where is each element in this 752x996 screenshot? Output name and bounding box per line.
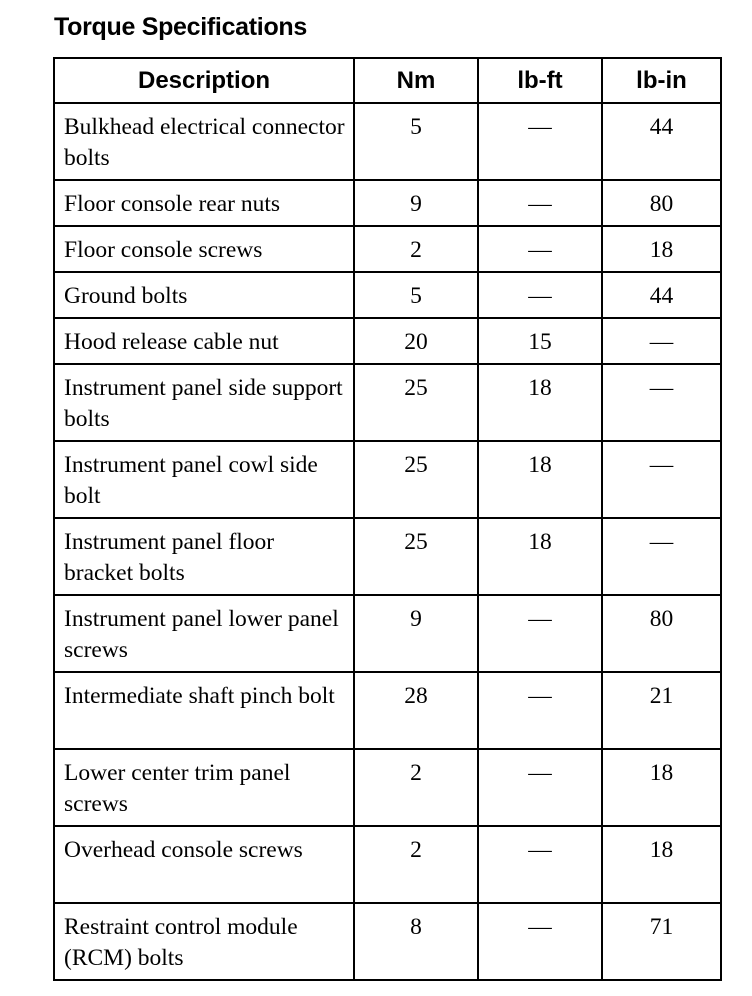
- table-row: [54, 441, 721, 518]
- nm-cell: 20: [354, 318, 478, 364]
- lb-in-cell: —: [602, 441, 721, 518]
- lb-ft-cell: —: [478, 226, 602, 272]
- table-row: [54, 672, 721, 749]
- column-header-description: Description: [54, 58, 354, 103]
- page-title: Torque Specifications: [54, 13, 308, 41]
- lb-in-cell: —: [602, 318, 721, 364]
- description-cell: Instrument panel floor bracket bolts: [54, 518, 354, 595]
- table-header-row: [54, 58, 721, 103]
- table-row: [54, 103, 721, 180]
- lb-in-cell: 80: [602, 180, 721, 226]
- lb-ft-cell: —: [478, 749, 602, 826]
- table-row: [54, 749, 721, 826]
- lb-ft-cell: —: [478, 903, 602, 980]
- lb-in-cell: 80: [602, 595, 721, 672]
- nm-cell: 5: [354, 103, 478, 180]
- description-cell: Instrument panel side support bolts: [54, 364, 354, 441]
- table-row: [54, 364, 721, 441]
- nm-cell: 9: [354, 595, 478, 672]
- table-row: [54, 318, 721, 364]
- description-cell: Floor console rear nuts: [54, 180, 354, 226]
- table-row: [54, 518, 721, 595]
- table-row: [54, 903, 721, 980]
- table-row: [54, 180, 721, 226]
- lb-ft-cell: 15: [478, 318, 602, 364]
- nm-cell: 2: [354, 826, 478, 903]
- table-row: [54, 272, 721, 318]
- description-cell: Floor console screws: [54, 226, 354, 272]
- nm-cell: 25: [354, 518, 478, 595]
- lb-ft-cell: —: [478, 180, 602, 226]
- torque-specifications-table: [53, 57, 722, 981]
- column-header-lb-in: lb-in: [602, 58, 721, 103]
- column-header-nm: Nm: [354, 58, 478, 103]
- description-cell: Instrument panel lower panel screws: [54, 595, 354, 672]
- table-row: [54, 595, 721, 672]
- description-cell: Instrument panel cowl side bolt: [54, 441, 354, 518]
- lb-in-cell: 18: [602, 226, 721, 272]
- nm-cell: 25: [354, 364, 478, 441]
- lb-ft-cell: —: [478, 272, 602, 318]
- lb-in-cell: 71: [602, 903, 721, 980]
- description-cell: Intermediate shaft pinch bolt: [54, 672, 354, 749]
- lb-ft-cell: 18: [478, 364, 602, 441]
- lb-ft-cell: 18: [478, 518, 602, 595]
- lb-ft-cell: —: [478, 103, 602, 180]
- nm-cell: 2: [354, 749, 478, 826]
- lb-ft-cell: —: [478, 826, 602, 903]
- nm-cell: 25: [354, 441, 478, 518]
- lb-in-cell: 21: [602, 672, 721, 749]
- description-cell: Hood release cable nut: [54, 318, 354, 364]
- lb-in-cell: —: [602, 364, 721, 441]
- description-cell: Bulkhead electrical connector bolts: [54, 103, 354, 180]
- description-cell: Overhead console screws: [54, 826, 354, 903]
- lb-in-cell: 18: [602, 749, 721, 826]
- lb-in-cell: 44: [602, 272, 721, 318]
- table-row: [54, 826, 721, 903]
- nm-cell: 9: [354, 180, 478, 226]
- lb-ft-cell: —: [478, 595, 602, 672]
- description-cell: Ground bolts: [54, 272, 354, 318]
- description-cell: Lower center trim panel screws: [54, 749, 354, 826]
- column-header-lb-ft: lb-ft: [478, 58, 602, 103]
- nm-cell: 2: [354, 226, 478, 272]
- lb-in-cell: —: [602, 518, 721, 595]
- lb-in-cell: 18: [602, 826, 721, 903]
- nm-cell: 5: [354, 272, 478, 318]
- lb-ft-cell: 18: [478, 441, 602, 518]
- description-cell: Restraint control module (RCM) bolts: [54, 903, 354, 980]
- nm-cell: 28: [354, 672, 478, 749]
- lb-ft-cell: —: [478, 672, 602, 749]
- table-row: [54, 226, 721, 272]
- lb-in-cell: 44: [602, 103, 721, 180]
- nm-cell: 8: [354, 903, 478, 980]
